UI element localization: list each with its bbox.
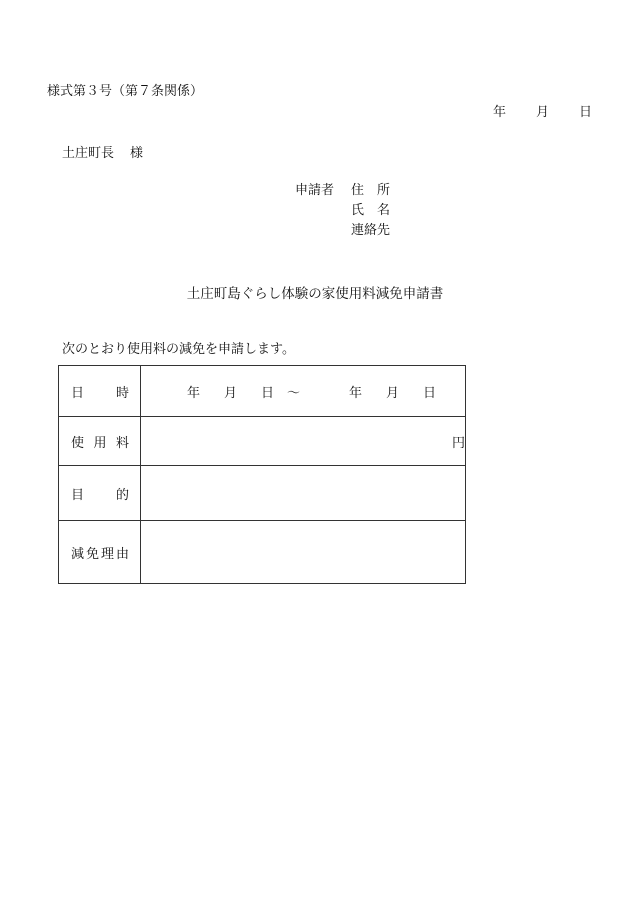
addressee-name: 土庄町長	[62, 146, 115, 161]
label-reason: 減 免 理 由	[59, 521, 141, 584]
start-month-label: 月	[224, 385, 238, 401]
label-purpose: 目 的	[59, 466, 141, 521]
addressee	[62, 142, 143, 161]
reason-field[interactable]	[141, 521, 466, 584]
intro-text: 次のとおり使用料の減免を申請します。	[62, 342, 295, 357]
end-day-label: 日	[423, 385, 437, 401]
applicant-name-label: 氏 名	[351, 203, 391, 218]
date-year-label: 年	[492, 105, 506, 120]
range-separator: ～	[287, 385, 301, 401]
applicant-address-label: 住 所	[351, 183, 391, 198]
date-day-label: 日	[578, 105, 592, 120]
fee-unit: 円	[451, 435, 465, 451]
label-fee: 使 用 料	[59, 417, 141, 466]
addressee-honorific: 様	[130, 146, 144, 161]
date-month-label: 月	[535, 105, 549, 120]
purpose-field[interactable]	[141, 466, 466, 521]
application-table	[58, 365, 466, 584]
end-month-label: 月	[386, 385, 400, 401]
start-year-label: 年	[187, 385, 201, 401]
document-title: 土庄町島ぐらし体験の家使用料減免申請書	[186, 286, 444, 302]
end-year-label: 年	[349, 385, 363, 401]
datetime-field[interactable]	[141, 366, 466, 417]
table-row-reason	[59, 521, 466, 584]
table-row-datetime	[59, 366, 466, 417]
fee-field[interactable]	[141, 417, 466, 466]
table-row-purpose	[59, 466, 466, 521]
form-number: 様式第３号（第７条関係）	[47, 84, 204, 99]
start-day-label: 日	[261, 385, 275, 401]
table-row-fee	[59, 417, 466, 466]
applicant-contact-label: 連絡先	[351, 223, 391, 238]
label-datetime: 日 時	[59, 366, 141, 417]
application-date	[493, 101, 592, 120]
applicant-block	[295, 181, 390, 241]
applicant-role-label: 申請者	[295, 183, 335, 198]
